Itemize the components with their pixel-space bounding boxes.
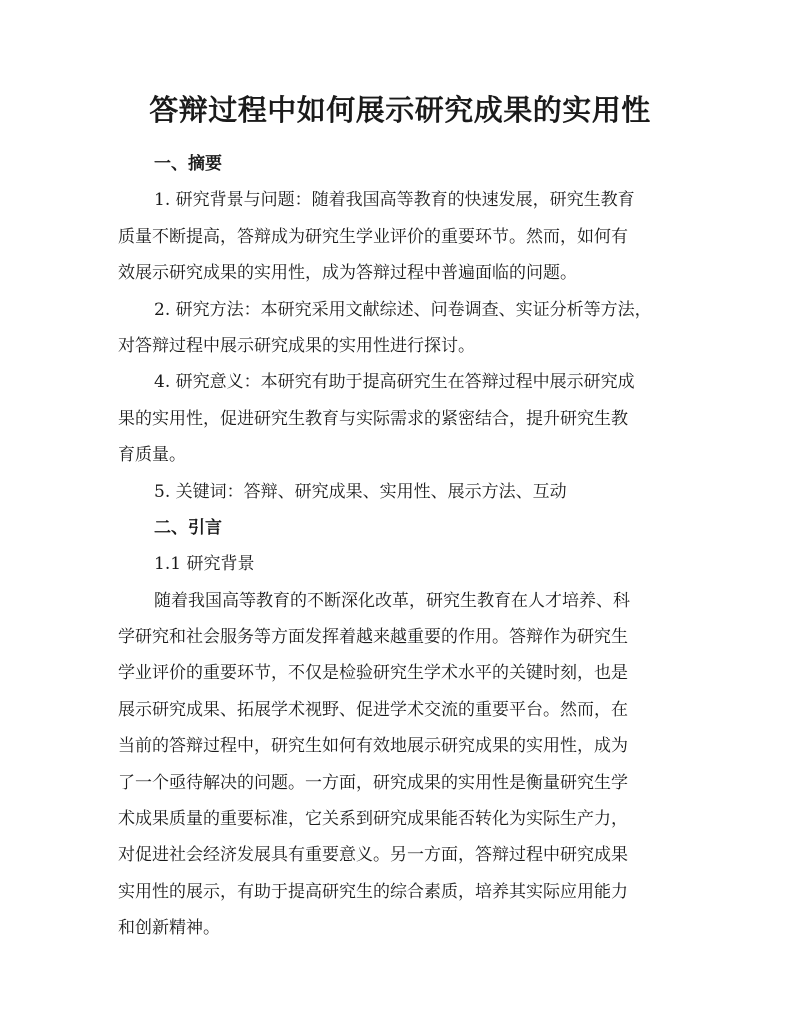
body-text-line: 随着我国高等教育的不断深化改革，研究生教育在人才培养、科 (154, 590, 630, 611)
document-title: 答辩过程中如何展示研究成果的实用性 (149, 93, 651, 127)
body-text-line: 展示研究成果、拓展学术视野、促进学术交流的重要平台。然而，在 (118, 699, 628, 720)
body-text-line: 1. 研究背景与问题：随着我国高等教育的快速发展，研究生教育 (154, 190, 635, 211)
body-text-line: 育质量。 (118, 445, 186, 466)
body-text-line: 5. 关键词：答辩、研究成果、实用性、展示方法、互动 (154, 481, 567, 502)
body-text-line: 效展示研究成果的实用性，成为答辩过程中普遍面临的问题。 (118, 263, 577, 284)
section-heading: 一、摘要 (154, 154, 222, 174)
body-text-line: 实用性的展示，有助于提高研究生的综合素质，培养其实际应用能力 (118, 881, 628, 902)
body-text-line: 果的实用性，促进研究生教育与实际需求的紧密结合，提升研究生教 (118, 408, 628, 429)
section-heading: 二、引言 (154, 517, 222, 538)
body-text-line: 质量不断提高，答辩成为研究生学业评价的重要环节。然而，如何有 (118, 226, 628, 247)
body-text-line: 2. 研究方法：本研究采用文献综述、问卷调查、实证分析等方法， (154, 299, 652, 320)
body-text-line: 当前的答辩过程中，研究生如何有效地展示研究成果的实用性，成为 (118, 736, 628, 757)
body-text-line: 术成果质量的重要标准，它关系到研究成果能否转化为实际生产力， (118, 809, 628, 830)
body-text-line: 学业评价的重要环节，不仅是检验研究生学术水平的关键时刻，也是 (118, 663, 628, 684)
body-text-line: 和创新精神。 (118, 918, 220, 939)
body-text-line: 1.1 研究背景 (154, 554, 255, 575)
body-text-line: 了一个亟待解决的问题。一方面，研究成果的实用性是衡量研究生学 (118, 772, 628, 793)
body-text-line: 对促进社会经济发展具有重要意义。另一方面，答辩过程中研究成果 (118, 845, 628, 866)
body-text-line: 对答辩过程中展示研究成果的实用性进行探讨。 (118, 335, 475, 356)
body-text-line: 学研究和社会服务等方面发挥着越来越重要的作用。答辩作为研究生 (118, 627, 628, 648)
document-body (118, 146, 693, 947)
body-text-line: 4. 研究意义：本研究有助于提高研究生在答辩过程中展示研究成 (154, 372, 635, 393)
